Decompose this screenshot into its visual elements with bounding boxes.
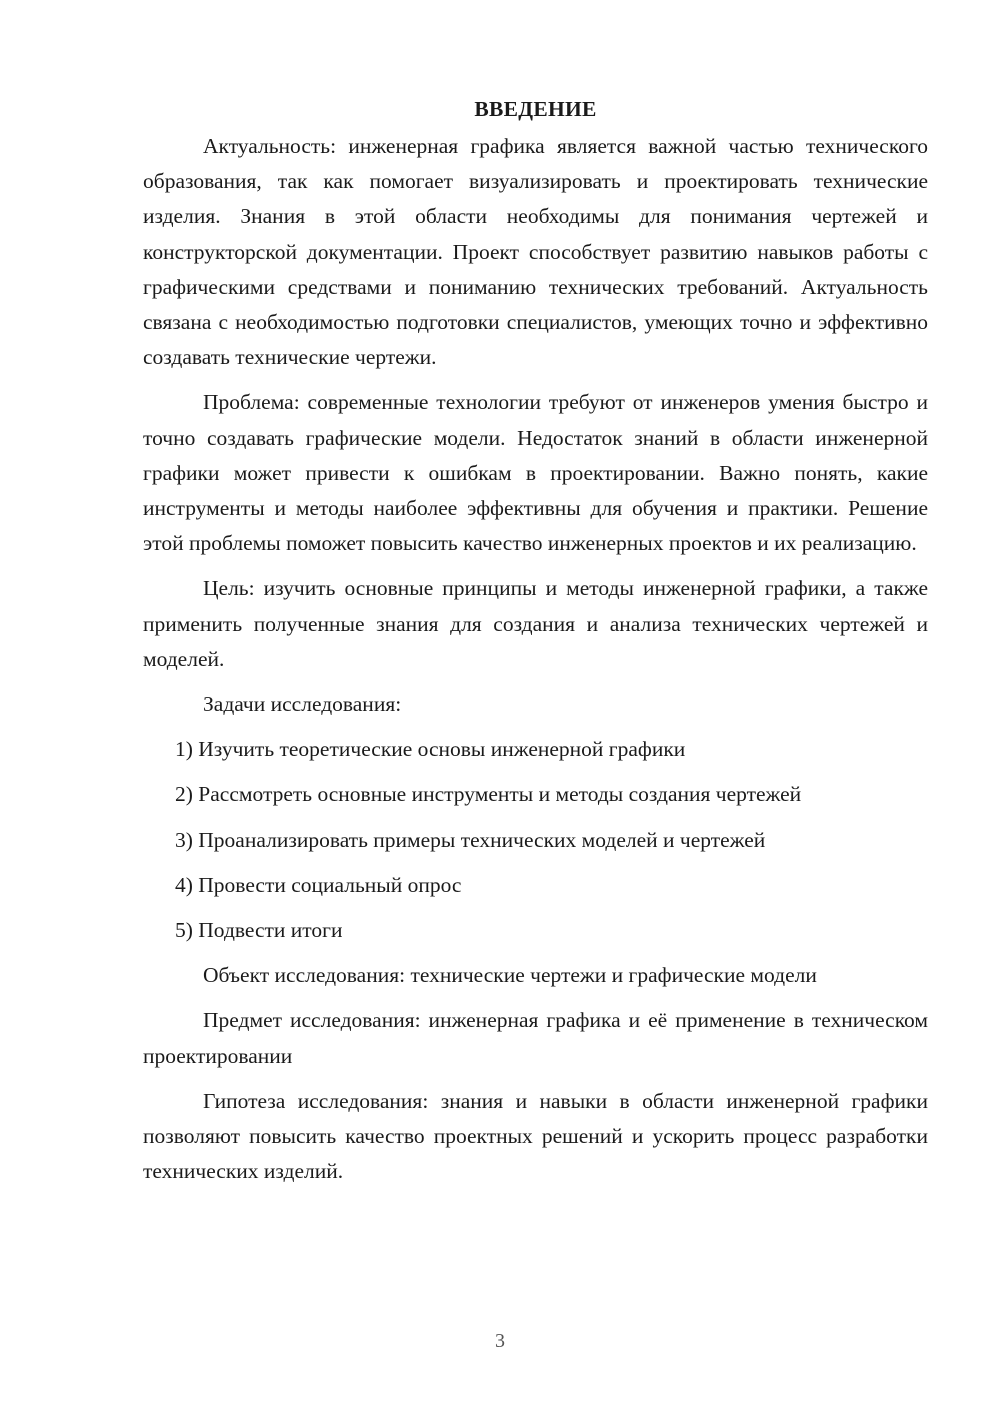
document-page [143,92,928,1199]
goal-paragraph: Цель: изучить основные принципы и методы инженерной графики, а также применить полученные знания для создания и анализа технических чертежей и моделей. [143,576,928,671]
list-item: 3) Проанализировать примеры технических моделей и чертежей [175,827,766,852]
section-title: ВВЕДЕНИЕ [474,97,597,121]
list-item: 1) Изучить теоретические основы инженерной графики [175,737,686,762]
tasks-list [143,732,928,948]
hypothesis-paragraph: Гипотеза исследования: знания и навыки в области инженерной графики позволяют повысить качество проектных решений и ускорить процесс разработки технических изделий. [143,1088,928,1184]
object-paragraph: Объект исследования: технические чертежи и графические модели [203,963,817,988]
list-item: 4) Провести социальный опрос [175,872,462,897]
list-item: 5) Подвести итоги [175,918,343,943]
list-item: 2) Рассмотреть основные инструменты и методы создания чертежей [175,782,802,807]
page-number: 3 [495,1330,505,1352]
tasks-heading: Задачи исследования: [203,692,402,717]
subject-paragraph: Предмет исследования: инженерная графика и её применение в техническом проектировании [143,1008,928,1068]
relevance-paragraph: Актуальность: инженерная графика является важной частью технического образования, так как помогает визуализировать и проектировать технические изделия. Знания в этой области необходимы для понимания чертежей и конструкторской документации. Проект способствует развитию навыков работы с графическими средствами и пониманию технических требований. Актуальность связана с необходимостью подготовки специалистов, умеющих точно и эффективно создавать технические чертежи. [143,134,928,370]
problem-paragraph: Проблема: современные технологии требуют от инженеров умения быстро и точно создавать графические модели. Недостаток знаний в области инженерной графики может привести к ошибкам в проектировании. Важно понять, какие инструменты и методы наиболее эффективны для обучения и практики. Решение этой проблемы поможет повысить качество инженерных проектов и их реализацию. [143,390,928,556]
